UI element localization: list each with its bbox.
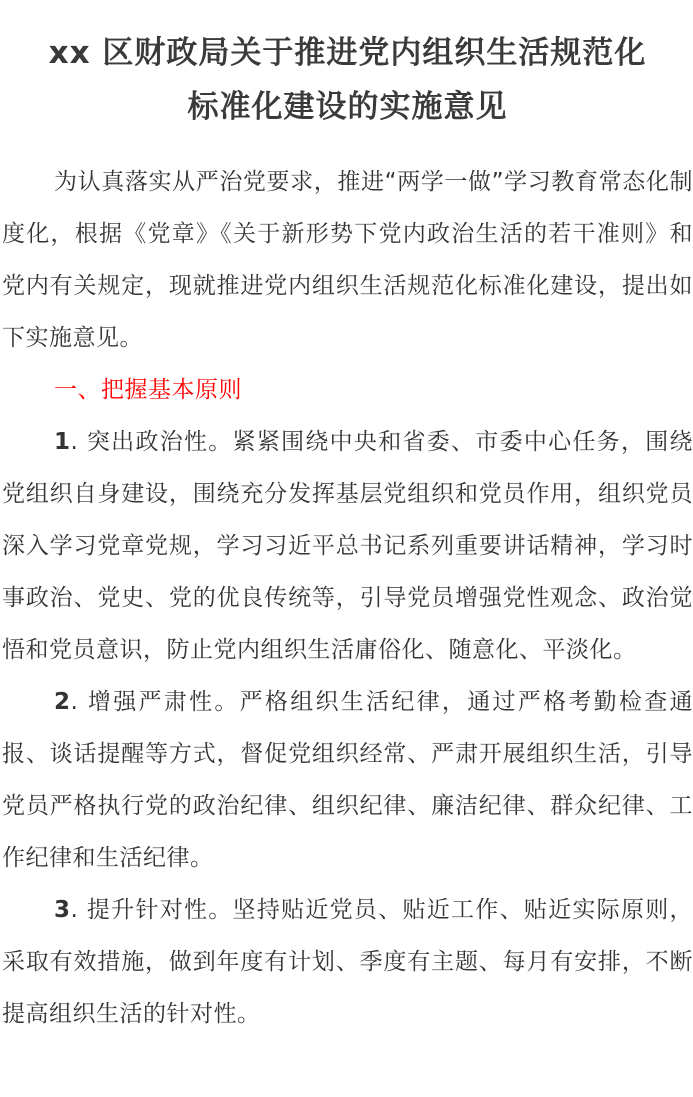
- item-text: . 增强严肃性。严格组织生活纪律，通过严格考勤检查通报、谈话提醒等方式，督促党组织经常、严肃开展组织生活，引导党员严格执行党的政治纪律、组织纪律、廉洁纪律、群众纪律、工作纪律和生活纪律。: [2, 689, 693, 871]
- item-text: . 提升针对性。坚持贴近党员、贴近工作、贴近实际原则，采取有效措施，做到年度有计划、季度有主题、每月有安排，不断提高组织生活的针对性。: [2, 897, 693, 1027]
- principle-item-2: [2, 676, 693, 884]
- item-text: . 突出政治性。紧紧围绕中央和省委、市委中心任务，围绕党组织自身建设，围绕充分发挥基层党组织和党员作用，组织党员深入学习党章党规，学习习近平总书记系列重要讲话精神，学习时事政治、党史、党的优良传统等，引导党员增强党性观念、政治觉悟和党员意识，防止党内组织生活庸俗化、随意化、平淡化。: [2, 429, 693, 663]
- document-title: [2, 0, 693, 134]
- section-heading: 一、把握基本原则: [54, 377, 242, 403]
- intro-paragraph: 为认真落实从严治党要求，推进“两学一做”学习教育常态化制度化，根据《党章》《关于新形势下党内政治生活的若干准则》和党内有关规定，现就推进党内组织生活规范化标准化建设，提出如下实施意见。: [2, 169, 693, 351]
- principle-item-3: [2, 884, 693, 1040]
- title-line-1: xx 区财政局关于推进党内组织生活规范化: [48, 35, 647, 71]
- principle-item-1: [2, 416, 693, 676]
- item-number: 3: [54, 897, 71, 923]
- title-line-2: 标准化建设的实施意见: [187, 89, 508, 125]
- item-number: 1: [54, 429, 71, 455]
- item-number: 2: [54, 689, 71, 715]
- document-body: [2, 156, 693, 1040]
